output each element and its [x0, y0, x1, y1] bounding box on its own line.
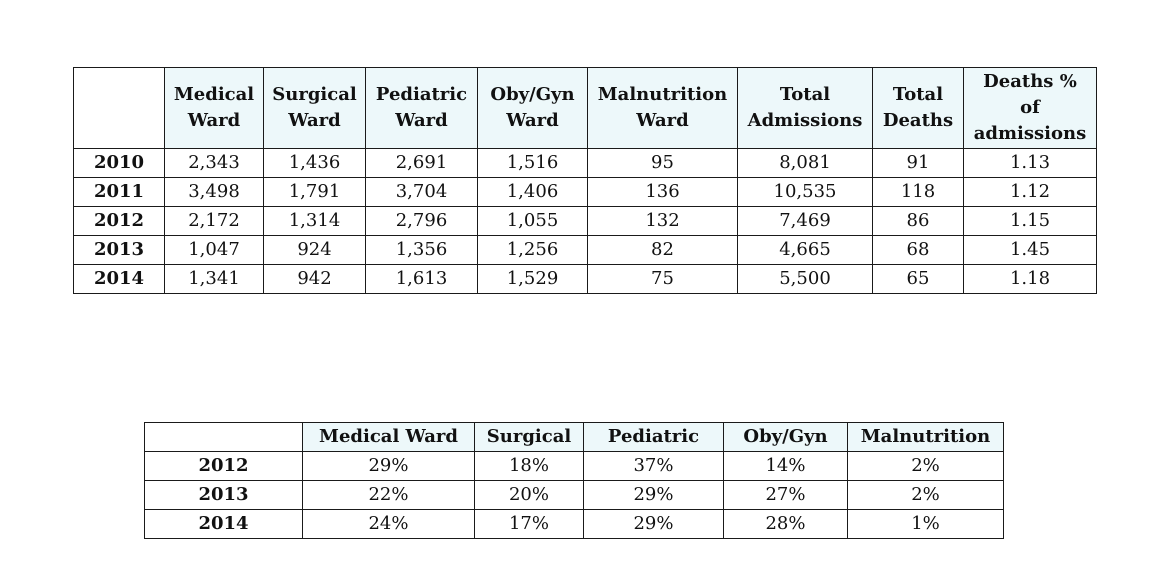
corner-cell	[74, 68, 165, 149]
table-cell: 1,256	[478, 236, 588, 265]
col-header-pediatric: Pediatric	[584, 423, 724, 452]
table-cell: 1,341	[165, 265, 264, 294]
table-cell: 2%	[848, 452, 1004, 481]
table-cell: 24%	[303, 510, 475, 539]
table-cell: 22%	[303, 481, 475, 510]
col-header-surgical: Surgical	[475, 423, 584, 452]
table-cell: 20%	[475, 481, 584, 510]
table-cell: 17%	[475, 510, 584, 539]
header-row	[145, 423, 1004, 452]
table-cell: 37%	[584, 452, 724, 481]
table-cell: 2,691	[366, 149, 478, 178]
table-cell: 91	[873, 149, 964, 178]
table-cell: 1,356	[366, 236, 478, 265]
admissions-by-ward-table	[73, 67, 1097, 294]
col-header-oby-gyn-ward: Oby/Gyn Ward	[478, 68, 588, 149]
table-cell: 1,055	[478, 207, 588, 236]
header-row	[74, 68, 1097, 149]
col-header-deaths-percent: Deaths % of admissions	[964, 68, 1097, 149]
table-cell: 8,081	[738, 149, 873, 178]
table-cell: 10,535	[738, 178, 873, 207]
ward-share-percent-table	[144, 422, 1004, 539]
row-year-cell: 2013	[145, 481, 303, 510]
row-year-cell: 2014	[145, 510, 303, 539]
table-cell: 1,406	[478, 178, 588, 207]
table-cell: 1,529	[478, 265, 588, 294]
row-year-cell: 2012	[145, 452, 303, 481]
table-cell: 1.45	[964, 236, 1097, 265]
table-cell: 942	[264, 265, 366, 294]
table-cell: 65	[873, 265, 964, 294]
table-cell: 27%	[724, 481, 848, 510]
table-cell: 95	[588, 149, 738, 178]
table-cell: 29%	[303, 452, 475, 481]
table-cell: 1,436	[264, 149, 366, 178]
col-header-medical-ward: Medical Ward	[303, 423, 475, 452]
table-cell: 86	[873, 207, 964, 236]
table-row	[74, 265, 1097, 294]
table-cell: 132	[588, 207, 738, 236]
table-cell: 82	[588, 236, 738, 265]
table-cell: 3,704	[366, 178, 478, 207]
table-cell: 924	[264, 236, 366, 265]
col-header-total-deaths: Total Deaths	[873, 68, 964, 149]
table-cell: 75	[588, 265, 738, 294]
table-row	[145, 452, 1004, 481]
table-cell: 2,796	[366, 207, 478, 236]
table-row	[74, 178, 1097, 207]
col-header-malnutrition-ward: Malnutrition Ward	[588, 68, 738, 149]
table-cell: 1,314	[264, 207, 366, 236]
table-cell: 18%	[475, 452, 584, 481]
table-cell: 68	[873, 236, 964, 265]
row-year-cell: 2011	[74, 178, 165, 207]
table-cell: 1%	[848, 510, 1004, 539]
table-cell: 7,469	[738, 207, 873, 236]
table-cell: 2,172	[165, 207, 264, 236]
table-cell: 29%	[584, 481, 724, 510]
table-cell: 2%	[848, 481, 1004, 510]
table-cell: 28%	[724, 510, 848, 539]
table-cell: 29%	[584, 510, 724, 539]
table-cell: 1,613	[366, 265, 478, 294]
table-row	[74, 207, 1097, 236]
row-year-cell: 2013	[74, 236, 165, 265]
table-cell: 3,498	[165, 178, 264, 207]
col-header-surgical-ward: Surgical Ward	[264, 68, 366, 149]
table-cell: 14%	[724, 452, 848, 481]
table-cell: 136	[588, 178, 738, 207]
table-cell: 2,343	[165, 149, 264, 178]
row-year-cell: 2010	[74, 149, 165, 178]
table-row	[74, 149, 1097, 178]
col-header-oby-gyn: Oby/Gyn	[724, 423, 848, 452]
table-cell: 118	[873, 178, 964, 207]
table-cell: 5,500	[738, 265, 873, 294]
col-header-malnutrition: Malnutrition	[848, 423, 1004, 452]
table-row	[145, 510, 1004, 539]
table-cell: 1.15	[964, 207, 1097, 236]
col-header-pediatric-ward: Pediatric Ward	[366, 68, 478, 149]
table-cell: 4,665	[738, 236, 873, 265]
table-cell: 1.18	[964, 265, 1097, 294]
table-cell: 1,516	[478, 149, 588, 178]
table-cell: 1,791	[264, 178, 366, 207]
table-row	[74, 236, 1097, 265]
row-year-cell: 2014	[74, 265, 165, 294]
table-cell: 1,047	[165, 236, 264, 265]
table-row	[145, 481, 1004, 510]
col-header-medical-ward: Medical Ward	[165, 68, 264, 149]
row-year-cell: 2012	[74, 207, 165, 236]
table-cell: 1.12	[964, 178, 1097, 207]
table-cell: 1.13	[964, 149, 1097, 178]
col-header-total-admissions: Total Admissions	[738, 68, 873, 149]
corner-cell	[145, 423, 303, 452]
